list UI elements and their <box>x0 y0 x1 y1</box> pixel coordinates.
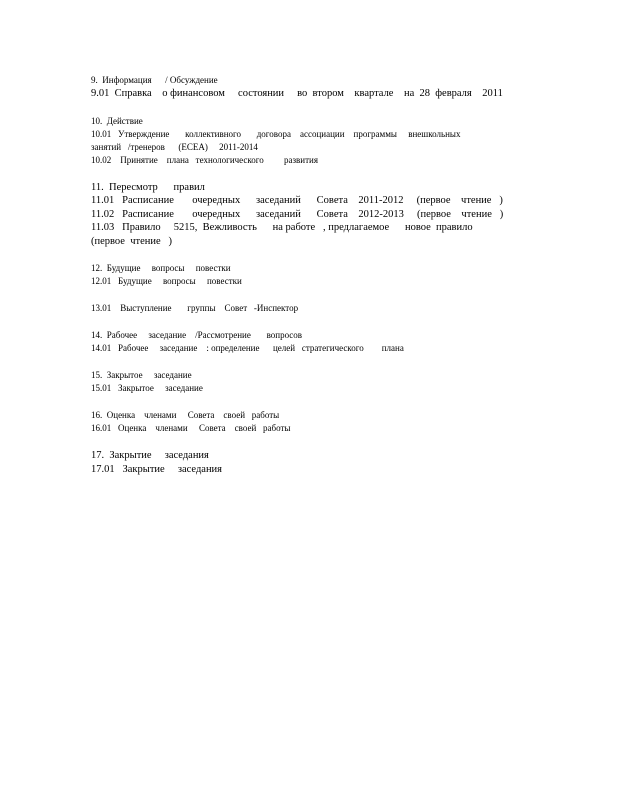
agenda-section-15 <box>91 369 511 395</box>
section-heading: 14. Рабочее заседание /Рассмотрение вопросов <box>91 330 303 340</box>
agenda-item: 15.01 Закрытое заседание <box>91 383 203 393</box>
agenda-item: 10.02 Принятие плана технологического развития <box>91 154 319 165</box>
agenda-item: 17.01 Закрытие заседания <box>91 463 223 475</box>
section-spacer <box>91 315 511 329</box>
agenda-item: 11.02 Расписание очередных заседаний Совета 2012-2013 (первое чтение ) <box>91 208 504 220</box>
agenda-section-12 <box>91 262 511 288</box>
agenda-item: 14.01 Рабочее заседание : определение целей стратегического плана <box>91 343 404 353</box>
section-heading: 10. Действие <box>91 115 143 126</box>
agenda-section-14 <box>91 329 511 355</box>
agenda-item: 11.03 Правило 5215, Вежливость на работе , предлагаемое новое правило (первое чтение ) <box>91 222 484 247</box>
agenda-section-9 <box>91 74 511 101</box>
section-spacer <box>91 288 511 302</box>
section-heading: 9. Информация / Обсуждение <box>91 75 218 85</box>
agenda-item: 16.01 Оценка членами Совета своей работы <box>91 423 291 433</box>
section-spacer <box>91 248 511 262</box>
agenda-item: 11.01 Расписание очередных заседаний Совета 2011-2012 (первое чтение ) <box>91 195 503 206</box>
agenda-section-16 <box>91 409 511 435</box>
section-heading: 16. Оценка членами Совета своей работы <box>91 410 280 420</box>
agenda-item: 10.01 Утверждение коллективного договора ассоциации программы внешкольных <box>91 128 461 139</box>
section-spacer <box>91 435 511 449</box>
agenda-item: 13.01 Выступление группы Совет -Инспектор <box>91 303 299 313</box>
section-spacer <box>91 355 511 369</box>
section-heading: 17. Закрытие заседания <box>91 450 209 461</box>
agenda-section-10 <box>91 115 511 167</box>
agenda-section-17 <box>91 449 511 476</box>
agenda-section-13 <box>91 302 511 315</box>
agenda-item: 9.01 Справка о финансовом состоянии во втором квартале на 28 февраля 2011 <box>91 88 503 99</box>
section-heading: 15. Закрытое заседание <box>91 370 192 380</box>
agenda-item-continuation: занятий /тренеров (ECEA) 2011-2014 <box>91 141 258 152</box>
agenda-content <box>91 74 511 476</box>
agenda-item: 12.01 Будущие вопросы повестки <box>91 276 242 286</box>
section-heading: 12. Будущие вопросы повестки <box>91 263 231 273</box>
section-spacer <box>91 167 511 181</box>
section-spacer <box>91 395 511 409</box>
section-heading: 11. Пересмотр правил <box>91 181 205 193</box>
agenda-section-11 <box>91 181 511 249</box>
section-spacer <box>91 101 511 115</box>
